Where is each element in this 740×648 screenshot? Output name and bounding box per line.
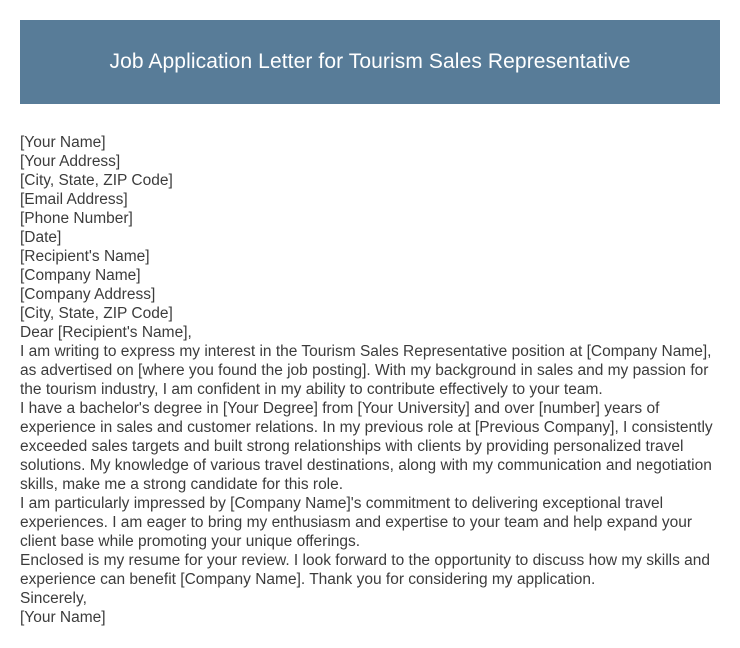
- sender-city-state-zip: [City, State, ZIP Code]: [20, 172, 173, 189]
- recipient-company: [Company Name]: [20, 267, 141, 284]
- sender-phone: [Phone Number]: [20, 210, 133, 227]
- letter-date: [Date]: [20, 229, 62, 246]
- paragraph-closing: Enclosed is my resume for your review. I look forward to the opportunity to discuss how my skills and experience can benefit [Company Name]. Thank you for considering my application.: [20, 552, 711, 588]
- title-banner: [20, 20, 720, 104]
- recipient-name: [Recipient's Name]: [20, 248, 150, 265]
- signature: [Your Name]: [20, 609, 106, 626]
- recipient-city-state-zip: [City, State, ZIP Code]: [20, 305, 173, 322]
- recipient-company-address: [Company Address]: [20, 286, 156, 303]
- sender-email: [Email Address]: [20, 191, 128, 208]
- page-title: Job Application Letter for Tourism Sales Representative: [109, 50, 631, 73]
- letter-body: [20, 133, 725, 627]
- paragraph-intro: I am writing to express my interest in the Tourism Sales Representative position at [Company Name], as advertised on [where you found the job posting]. With my background in sales and my passion for the tourism industry, I am confident in my ability to contribute effectively to your team.: [20, 343, 712, 398]
- salutation: Dear [Recipient's Name],: [20, 324, 192, 341]
- sender-name: [Your Name]: [20, 134, 106, 151]
- sender-address: [Your Address]: [20, 153, 121, 170]
- paragraph-experience: I have a bachelor's degree in [Your Degree] from [Your University] and over [number] years of experience in sales and customer relations. In my previous role at [Previous Company], I consistently exceeded sales targets and built strong relationships with clients by providing personalized travel solutions. My knowledge of various travel destinations, along with my communication and negotiation skills, make me a strong candidate for this role.: [20, 400, 713, 493]
- paragraph-interest: I am particularly impressed by [Company Name]'s commitment to delivering exceptional travel experiences. I am eager to bring my enthusiasm and expertise to your team and help expand your client base while promoting your unique offerings.: [20, 495, 693, 550]
- closing: Sincerely,: [20, 590, 87, 607]
